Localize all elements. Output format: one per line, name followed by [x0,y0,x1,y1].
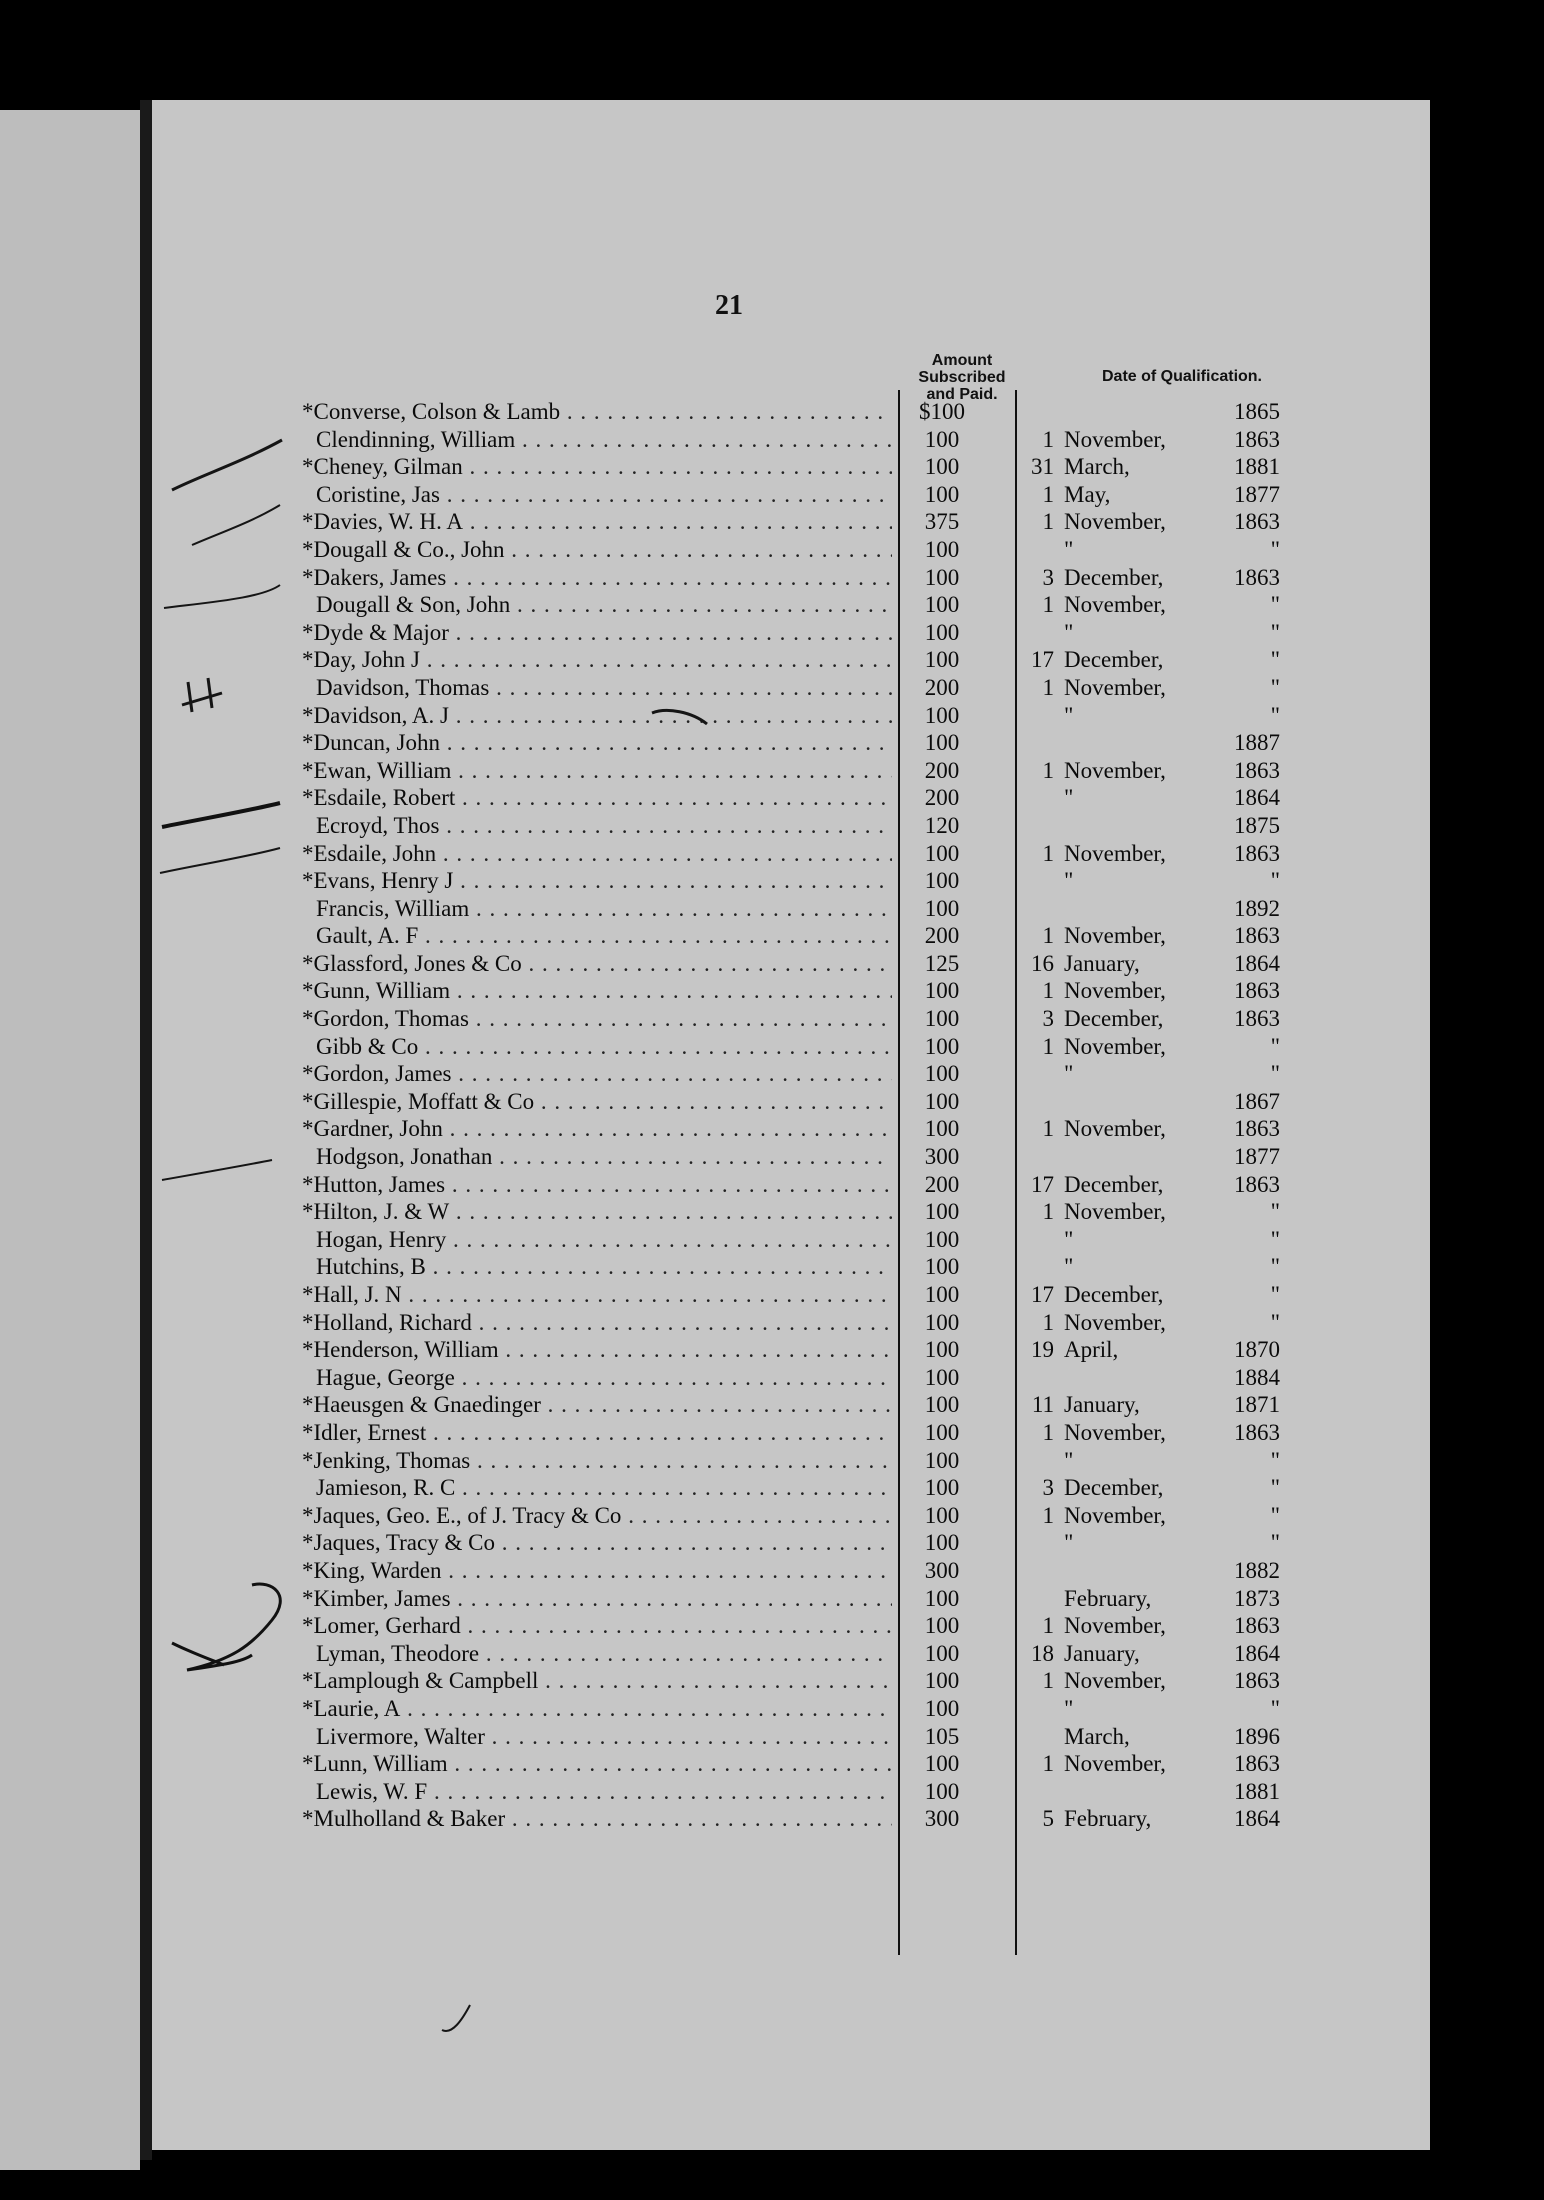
qualification-day: 1 [1042,840,1054,866]
qualification-month: " [1064,1447,1074,1473]
qualification-day: 1 [1042,1613,1054,1639]
subscriber-name: *Ewan, William . . . [302,757,892,784]
qualification-month: November, [1064,674,1166,700]
subscriber-name: *Dougall & Co., John . . . [302,536,892,563]
subscriber-name: *Laurie, A . . . [302,1695,892,1722]
qualification-year: " [1270,1447,1280,1473]
subscriber-name: Davidson, Thomas . . . [316,674,892,701]
subscriber-name: *Davies, W. H. A . . . [302,508,892,535]
column-header-amount: Amount Subscribed and Paid. [918,352,1006,403]
subscriber-name: *Duncan, John . . . [302,729,892,756]
subscriber-name: *Holland, Richard . . . [302,1309,892,1336]
amount-paid: 100 [924,1447,960,1473]
qualification-month: November, [1064,1419,1166,1445]
amount-paid: 100 [924,1061,960,1087]
qualification-month: November, [1064,426,1166,452]
subscriber-name: *Cheney, Gilman . . . [302,453,892,480]
qualification-month: " [1064,1061,1074,1087]
amount-paid: 100 [924,895,960,921]
amount-paid: 100 [924,1033,960,1059]
subscriber-name: *Jaques, Geo. E., of J. Tracy & Co . . . [302,1502,892,1529]
subscriber-name: *Glassford, Jones & Co . . . [302,950,892,977]
qualification-month: March, [1064,454,1130,480]
qualification-month: November, [1064,1309,1166,1335]
subscriber-name: *Dakers, James . . . [302,564,892,591]
qualification-month: December, [1064,564,1164,590]
qualification-year: " [1270,1254,1280,1280]
qualification-year: 1865 [1234,399,1280,424]
qualification-year: " [1270,536,1280,562]
qualification-year: 1863 [1234,1668,1280,1694]
subscriber-name: Hodgson, Jonathan . . . [316,1143,892,1170]
amount-paid: 100 [924,1282,960,1307]
subscriber-name: *Idler, Ernest . . . [302,1419,892,1446]
qualification-year: 1882 [1234,1557,1280,1583]
qualification-year: 1863 [1234,1006,1280,1032]
qualification-day: 1 [1042,923,1054,949]
qualification-day: 16 [1031,950,1054,976]
qualification-day: 18 [1031,1640,1054,1666]
qualification-year: " [1270,702,1280,728]
subscriber-name: *Dyde & Major . . . [302,619,892,646]
qualification-month: " [1064,1695,1074,1721]
qualification-month: " [1064,702,1074,728]
amount-paid: 100 [924,1502,960,1528]
qualification-day: 1 [1042,978,1054,1004]
qualification-year: 1863 [1234,1751,1280,1777]
amount-paid: 100 [924,619,960,645]
qualification-year: " [1270,1502,1280,1528]
qualification-year: " [1270,1475,1280,1501]
amount-paid: 100 [924,702,960,728]
left-page-margin [0,110,140,2170]
amount-paid: 100 [924,1088,960,1114]
subscriber-name: *Hall, J. N . . . [302,1281,892,1308]
amount-paid: 100 [924,1254,960,1280]
amount-paid: 100 [924,1199,960,1225]
qualification-month: February, [1064,1585,1152,1611]
subscriber-name: *King, Warden . . . [302,1557,892,1584]
amount-paid: 300 [924,1806,960,1832]
subscriber-name: *Esdaile, Robert . . . [302,784,892,811]
qualification-year: 1877 [1234,1144,1280,1170]
amount-paid: 300 [924,1144,960,1170]
qualification-year: 1892 [1234,895,1280,921]
qualification-year: 1863 [1234,564,1280,590]
amount-paid: 100 [924,1668,960,1694]
qualification-year: " [1270,868,1280,894]
qualification-day: 3 [1042,1006,1054,1032]
amount-paid: 100 [924,868,960,894]
subscriber-name: Hague, George . . . [316,1364,892,1391]
qualification-month: February, [1064,1806,1152,1832]
amount-paid: 100 [924,840,960,866]
subscriber-name: Livermore, Walter . . . [316,1723,892,1750]
qualification-year: 1896 [1234,1723,1280,1749]
qualification-month: " [1064,1530,1074,1556]
qualification-month: November, [1064,757,1166,783]
qualification-year: " [1270,1033,1280,1059]
qualification-month: November, [1064,592,1166,618]
qualification-day: 1 [1042,1199,1054,1225]
subscriber-name: *Gardner, John . . . [302,1115,892,1142]
subscriber-name: *Day, John J . . . [302,646,892,673]
qualification-month: December, [1064,1282,1164,1307]
subscriber-name: Coristine, Jas . . . [316,481,892,508]
qualification-year: 1863 [1234,1171,1280,1197]
amount-paid: 100 [924,1337,960,1363]
subscriber-name: Hutchins, B . . . [316,1253,892,1280]
qualification-year: 1864 [1234,785,1280,811]
qualification-month: " [1064,1254,1074,1280]
qualification-month: January, [1064,950,1140,976]
qualification-year: 1881 [1234,1778,1280,1804]
qualification-year: 1881 [1234,454,1280,480]
qualification-month: April, [1064,1337,1119,1363]
qualification-year: 1863 [1234,426,1280,452]
qualification-day: 1 [1042,674,1054,700]
qualification-year: 1864 [1234,1640,1280,1666]
subscriber-name: *Converse, Colson & Lamb . . . [302,398,892,425]
qualification-year: 1864 [1234,1806,1280,1832]
amount-paid: 100 [924,1226,960,1252]
qualification-day: 1 [1042,592,1054,618]
qualification-year: " [1270,1530,1280,1556]
amount-paid: 125 [924,950,960,976]
qualification-year: 1863 [1234,978,1280,1004]
qualification-year: " [1270,1695,1280,1721]
amount-paid: 105 [924,1723,960,1749]
subscriber-name: *Henderson, William . . . [302,1336,892,1363]
amount-paid: 100 [924,536,960,562]
subscriber-name: Gault, A. F . . . [316,922,892,949]
qualification-year: 1863 [1234,1419,1280,1445]
subscriber-name: Lewis, W. F . . . [316,1778,892,1805]
qualification-year: 1873 [1234,1585,1280,1611]
subscriber-name: *Haeusgen & Gnaedinger . . . [302,1391,892,1418]
amount-paid: 100 [924,1585,960,1611]
qualification-year: " [1270,1226,1280,1252]
amount-paid: 300 [924,1557,960,1583]
amount-paid: 120 [924,812,960,838]
qualification-month: May, [1064,481,1111,507]
amount-paid: 100 [924,1419,960,1445]
qualification-day: 5 [1042,1806,1054,1832]
subscriber-name: Gibb & Co . . . [316,1033,892,1060]
subscriber-name: *Hutton, James . . . [302,1171,892,1198]
amount-paid: 100 [924,1475,960,1501]
amount-paid: 100 [924,481,960,507]
qualification-year: " [1270,619,1280,645]
amount-paid: 100 [924,730,960,756]
qualification-month: November, [1064,509,1166,535]
qualification-day: 1 [1042,757,1054,783]
amount-paid: 100 [924,1392,960,1418]
amount-paid: 100 [924,1006,960,1032]
qualification-day: 1 [1042,426,1054,452]
qualification-year: 1870 [1234,1337,1280,1363]
amount-paid: 200 [924,785,960,811]
subscriber-name: *Lomer, Gerhard . . . [302,1612,892,1639]
amount-paid: 100 [924,978,960,1004]
subscriber-name: *Mulholland & Baker . . . [302,1805,892,1832]
amount-paid: 100 [924,454,960,480]
amount-paid: 200 [924,757,960,783]
qualification-year: 1887 [1234,730,1280,756]
qualification-day: 31 [1031,454,1054,480]
qualification-year: " [1270,674,1280,700]
qualification-year: 1863 [1234,840,1280,866]
qualification-day: 1 [1042,1668,1054,1694]
qualification-day: 1 [1042,1033,1054,1059]
subscriber-name: Ecroyd, Thos . . . [316,812,892,839]
amount-paid: 100 [924,564,960,590]
qualification-year: 1871 [1234,1392,1280,1418]
qualification-year: 1864 [1234,950,1280,976]
qualification-month: November, [1064,1199,1166,1225]
qualification-month: " [1064,868,1074,894]
qualification-day: 17 [1031,1282,1054,1307]
subscriber-name: *Davidson, A. J . . . [302,702,892,729]
qualification-day: 1 [1042,1419,1054,1445]
qualification-day: 1 [1042,1751,1054,1777]
subscriber-name: *Lunn, William . . . [302,1750,892,1777]
qualification-month: November, [1064,1613,1166,1639]
qualification-year: 1863 [1234,509,1280,535]
qualification-month: November, [1064,840,1166,866]
qualification-month: November, [1064,1502,1166,1528]
amount-paid: 200 [924,674,960,700]
qualification-month: November, [1064,923,1166,949]
qualification-month: December, [1064,1475,1164,1501]
qualification-day: 17 [1031,1171,1054,1197]
qualification-month: November, [1064,978,1166,1004]
qualification-month: " [1064,619,1074,645]
qualification-year: 1867 [1234,1088,1280,1114]
subscriber-name: *Gillespie, Moffatt & Co . . . [302,1088,892,1115]
ledger-page [152,100,1430,2150]
amount-paid: 100 [924,1309,960,1335]
amount-paid: 200 [924,923,960,949]
qualification-day: 19 [1031,1337,1054,1363]
subscriber-name: *Evans, Henry J . . . [302,867,892,894]
qualification-month: November, [1064,1751,1166,1777]
qualification-month: December, [1064,1171,1164,1197]
qualification-day: 1 [1042,509,1054,535]
qualification-day: 1 [1042,481,1054,507]
amount-paid: $100 [919,399,965,424]
qualification-month: November, [1064,1668,1166,1694]
qualification-day: 17 [1031,647,1054,673]
qualification-month: March, [1064,1723,1130,1749]
subscriber-name: *Esdaile, John . . . [302,840,892,867]
subscriber-name: *Jenking, Thomas . . . [302,1447,892,1474]
subscriber-name: *Hilton, J. & W . . . [302,1198,892,1225]
qualification-year: 1863 [1234,757,1280,783]
subscriber-name: *Gordon, Thomas . . . [302,1005,892,1032]
amount-paid: 100 [924,1364,960,1390]
qualification-year: 1863 [1234,1116,1280,1142]
subscriber-name: Dougall & Son, John . . . [316,591,892,618]
qualification-month: December, [1064,1006,1164,1032]
amount-paid: 100 [924,1530,960,1556]
amount-paid: 100 [924,1613,960,1639]
qualification-year: " [1270,647,1280,673]
subscriber-name: Hogan, Henry . . . [316,1226,892,1253]
subscriber-name: *Kimber, James . . . [302,1585,892,1612]
subscriber-name: *Gordon, James . . . [302,1060,892,1087]
qualification-year: 1884 [1234,1364,1280,1390]
subscriber-name: Lyman, Theodore . . . [316,1640,892,1667]
qualification-day: 1 [1042,1502,1054,1528]
subscriber-name: Jamieson, R. C . . . [316,1474,892,1501]
amount-paid: 100 [924,1640,960,1666]
qualification-year: " [1270,1282,1280,1307]
subscriber-name: *Gunn, William . . . [302,977,892,1004]
qualification-day: 3 [1042,564,1054,590]
subscriber-name: Francis, William . . . [316,895,892,922]
qualification-year: 1875 [1234,812,1280,838]
qualification-year: 1863 [1234,1613,1280,1639]
amount-paid: 100 [924,426,960,452]
qualification-year: 1877 [1234,481,1280,507]
amount-paid: 100 [924,592,960,618]
qualification-day: 11 [1031,1392,1054,1418]
subscriber-name: *Lamplough & Campbell . . . [302,1667,892,1694]
page-number: 21 [715,290,743,321]
qualification-month: November, [1064,1116,1166,1142]
amount-paid: 100 [924,1695,960,1721]
qualification-month: " [1064,536,1074,562]
amount-paid: 100 [924,1778,960,1804]
qualification-year: " [1270,1199,1280,1225]
qualification-year: " [1270,592,1280,618]
amount-paid: 200 [924,1171,960,1197]
qualification-year: " [1270,1309,1280,1335]
qualification-day: 1 [1042,1116,1054,1142]
qualification-month: January, [1064,1640,1140,1666]
amount-paid: 100 [924,647,960,673]
qualification-year: " [1270,1061,1280,1087]
amount-paid: 100 [924,1751,960,1777]
amount-paid: 375 [924,509,960,535]
page-gutter [140,100,152,2160]
qualification-month: November, [1064,1033,1166,1059]
qualification-year: 1863 [1234,923,1280,949]
subscriber-name: Clendinning, William . . . [316,426,892,453]
handwritten-marks [152,100,1430,2150]
qualification-day: 1 [1042,1309,1054,1335]
subscriber-name: *Jaques, Tracy & Co . . . [302,1529,892,1556]
qualification-day: 3 [1042,1475,1054,1501]
qualification-month: " [1064,1226,1074,1252]
qualification-month: January, [1064,1392,1140,1418]
amount-paid: 100 [924,1116,960,1142]
qualification-month: " [1064,785,1074,811]
column-header-date: Date of Qualification. [1101,368,1262,385]
qualification-month: December, [1064,647,1164,673]
